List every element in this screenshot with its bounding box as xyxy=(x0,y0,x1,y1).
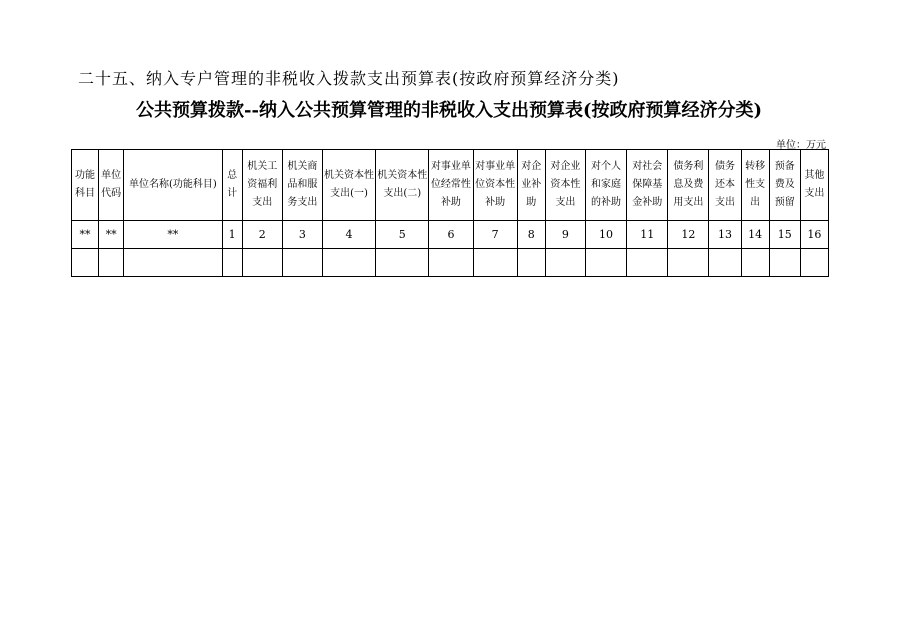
table-cell xyxy=(517,249,545,277)
column-header-label: 单位名称(功能科目) xyxy=(128,179,217,190)
table-cell xyxy=(376,249,429,277)
table-row xyxy=(72,249,829,277)
table-cell xyxy=(585,249,626,277)
budget-table xyxy=(71,149,829,277)
column-header xyxy=(545,150,585,221)
index-cell: 10 xyxy=(585,221,626,249)
column-header-label: 机关资本性支出(二) xyxy=(377,170,428,199)
column-header-label: 债务利息及费用支出 xyxy=(673,161,704,208)
index-cell: 9 xyxy=(545,221,585,249)
table-cell xyxy=(545,249,585,277)
index-cell: 6 xyxy=(429,221,473,249)
table-cell xyxy=(72,249,99,277)
column-header xyxy=(769,150,800,221)
unit-label: 单位：万元 xyxy=(776,140,826,151)
index-cell: 14 xyxy=(741,221,769,249)
table-cell xyxy=(668,249,709,277)
table-header-row xyxy=(72,150,829,221)
column-header xyxy=(282,150,322,221)
index-cell: 1 xyxy=(222,221,242,249)
page-heading: 二十五、纳入专户管理的非税收入拨款支出预算表(按政府预算经济分类) xyxy=(78,69,620,88)
column-header xyxy=(800,150,828,221)
column-header xyxy=(222,150,242,221)
column-header xyxy=(668,150,709,221)
column-header-label: 功能科目 xyxy=(75,170,96,199)
column-header xyxy=(585,150,626,221)
table-title: 公共预算拨款--纳入公共预算管理的非税收入支出预算表(按政府预算经济分类) xyxy=(136,100,762,121)
table-cell xyxy=(769,249,800,277)
column-header-label: 机关工资福利支出 xyxy=(247,161,278,208)
table-cell xyxy=(627,249,668,277)
column-header-label: 机关资本性支出(一) xyxy=(324,170,375,199)
column-header-label: 对个人和家庭的补助 xyxy=(591,161,622,208)
column-header xyxy=(517,150,545,221)
index-cell: 4 xyxy=(322,221,375,249)
index-cell: 7 xyxy=(473,221,517,249)
table-cell xyxy=(282,249,322,277)
index-cell: 11 xyxy=(627,221,668,249)
table-index-row xyxy=(72,221,829,249)
column-header-label: 对企业资本性支出 xyxy=(550,161,581,208)
column-header xyxy=(709,150,741,221)
column-header xyxy=(72,150,99,221)
column-header-label: 对企业补助 xyxy=(521,161,542,208)
index-cell: ** xyxy=(99,221,124,249)
index-cell: 13 xyxy=(709,221,741,249)
column-header-label: 单位代码 xyxy=(101,170,122,199)
index-cell: 16 xyxy=(800,221,828,249)
table-cell xyxy=(741,249,769,277)
column-header-label: 对事业单位经常性补助 xyxy=(430,161,471,208)
column-header-label: 机关商品和服务支出 xyxy=(287,161,318,208)
column-header xyxy=(429,150,473,221)
index-cell: 2 xyxy=(242,221,282,249)
index-cell: ** xyxy=(124,221,222,249)
column-header-label: 债务还本支出 xyxy=(715,161,735,208)
column-header-label: 总计 xyxy=(227,170,238,199)
table-cell xyxy=(222,249,242,277)
index-cell: 5 xyxy=(376,221,429,249)
table-cell xyxy=(709,249,741,277)
column-header xyxy=(627,150,668,221)
column-header xyxy=(99,150,124,221)
column-header-label: 预备费及预留 xyxy=(774,161,795,208)
table-cell xyxy=(800,249,828,277)
index-cell: 15 xyxy=(769,221,800,249)
index-cell: ** xyxy=(72,221,99,249)
table-cell xyxy=(322,249,375,277)
column-header xyxy=(124,150,222,221)
column-header-label: 其他支出 xyxy=(804,170,825,199)
index-cell: 8 xyxy=(517,221,545,249)
table-cell xyxy=(429,249,473,277)
index-cell: 3 xyxy=(282,221,322,249)
column-header xyxy=(741,150,769,221)
column-header xyxy=(242,150,282,221)
index-cell: 12 xyxy=(668,221,709,249)
column-header-label: 对社会保障基金补助 xyxy=(632,161,663,208)
column-header xyxy=(322,150,375,221)
column-header xyxy=(473,150,517,221)
column-header-label: 转移性支出 xyxy=(745,161,766,208)
column-header-label: 对事业单位资本性补助 xyxy=(475,161,516,208)
table-cell xyxy=(124,249,222,277)
table-cell xyxy=(242,249,282,277)
table-cell xyxy=(99,249,124,277)
column-header xyxy=(376,150,429,221)
table-cell xyxy=(473,249,517,277)
